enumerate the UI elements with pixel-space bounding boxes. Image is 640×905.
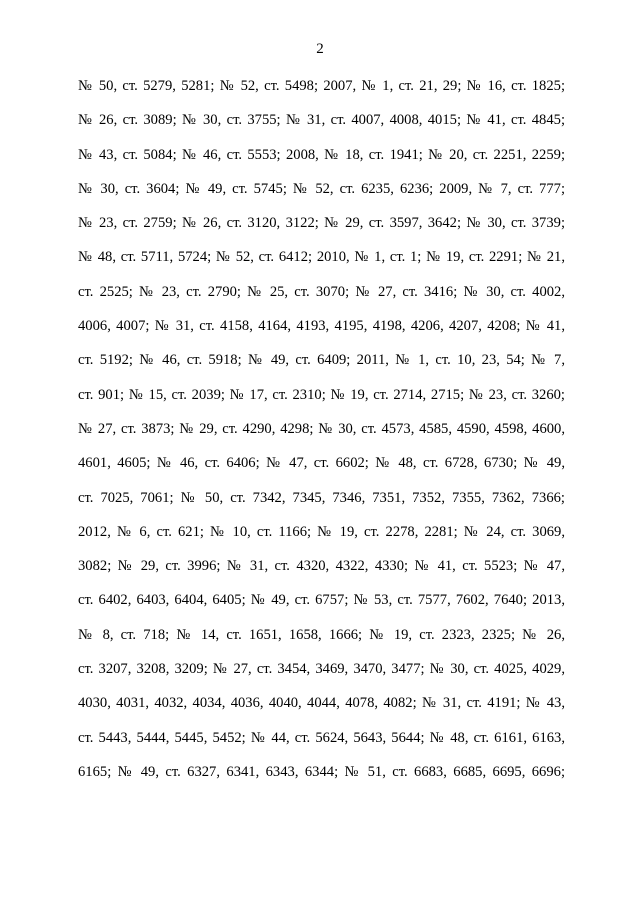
text-line: № 27, ст. 3873; № 29, ст. 4290, 4298; № 30, ст. 4573, 4585, 4590, 4598, 4600, xyxy=(78,420,565,437)
text-line: 4601, 4605; № 46, ст. 6406; № 47, ст. 6602; № 48, ст. 6728, 6730; № 49, xyxy=(78,455,565,472)
text-line: 4030, 4031, 4032, 4034, 4036, 4040, 4044, 4078, 4082; № 31, ст. 4191; № 43, xyxy=(78,695,565,712)
page-number: 2 xyxy=(316,41,324,57)
text-line: ст. 3207, 3208, 3209; № 27, ст. 3454, 3469, 3470, 3477; № 30, ст. 4025, 4029, xyxy=(78,661,565,678)
body-text xyxy=(78,77,565,797)
text-line: ст. 7025, 7061; № 50, ст. 7342, 7345, 7346, 7351, 7352, 7355, 7362, 7366; xyxy=(78,489,565,506)
text-line: ст. 6402, 6403, 6404, 6405; № 49, ст. 6757; № 53, ст. 7577, 7602, 7640; 2013, xyxy=(78,592,565,609)
text-line: ст. 2525; № 23, ст. 2790; № 25, ст. 3070; № 27, ст. 3416; № 30, ст. 4002, xyxy=(78,283,565,300)
text-line: ст. 5443, 5444, 5445, 5452; № 44, ст. 5624, 5643, 5644; № 48, ст. 6161, 6163, xyxy=(78,729,565,746)
text-line: № 30, ст. 3604; № 49, ст. 5745; № 52, ст. 6235, 6236; 2009, № 7, ст. 777; xyxy=(78,180,565,197)
text-line: 4006, 4007; № 31, ст. 4158, 4164, 4193, 4195, 4198, 4206, 4207, 4208; № 41, xyxy=(78,318,565,335)
text-line: ст. 901; № 15, ст. 2039; № 17, ст. 2310; № 19, ст. 2714, 2715; № 23, ст. 3260; xyxy=(78,386,565,403)
text-line: 2012, № 6, ст. 621; № 10, ст. 1166; № 19, ст. 2278, 2281; № 24, ст. 3069, xyxy=(78,523,565,540)
text-line: № 8, ст. 718; № 14, ст. 1651, 1658, 1666; № 19, ст. 2323, 2325; № 26, xyxy=(78,626,565,643)
text-line: 6165; № 49, ст. 6327, 6341, 6343, 6344; № 51, ст. 6683, 6685, 6695, 6696; xyxy=(78,763,565,780)
text-line: № 26, ст. 3089; № 30, ст. 3755; № 31, ст. 4007, 4008, 4015; № 41, ст. 4845; xyxy=(78,112,565,129)
text-line: 3082; № 29, ст. 3996; № 31, ст. 4320, 4322, 4330; № 41, ст. 5523; № 47, xyxy=(78,558,565,575)
text-line: № 48, ст. 5711, 5724; № 52, ст. 6412; 2010, № 1, ст. 1; № 19, ст. 2291; № 21, xyxy=(78,249,565,266)
text-line: № 43, ст. 5084; № 46, ст. 5553; 2008, № 18, ст. 1941; № 20, ст. 2251, 2259; xyxy=(78,146,565,163)
text-line: № 50, ст. 5279, 5281; № 52, ст. 5498; 2007, № 1, ст. 21, 29; № 16, ст. 1825; xyxy=(78,78,565,94)
text-line: ст. 5192; № 46, ст. 5918; № 49, ст. 6409; 2011, № 1, ст. 10, 23, 54; № 7, xyxy=(78,352,565,369)
text-line: № 23, ст. 2759; № 26, ст. 3120, 3122; № 29, ст. 3597, 3642; № 30, ст. 3739; xyxy=(78,215,565,232)
